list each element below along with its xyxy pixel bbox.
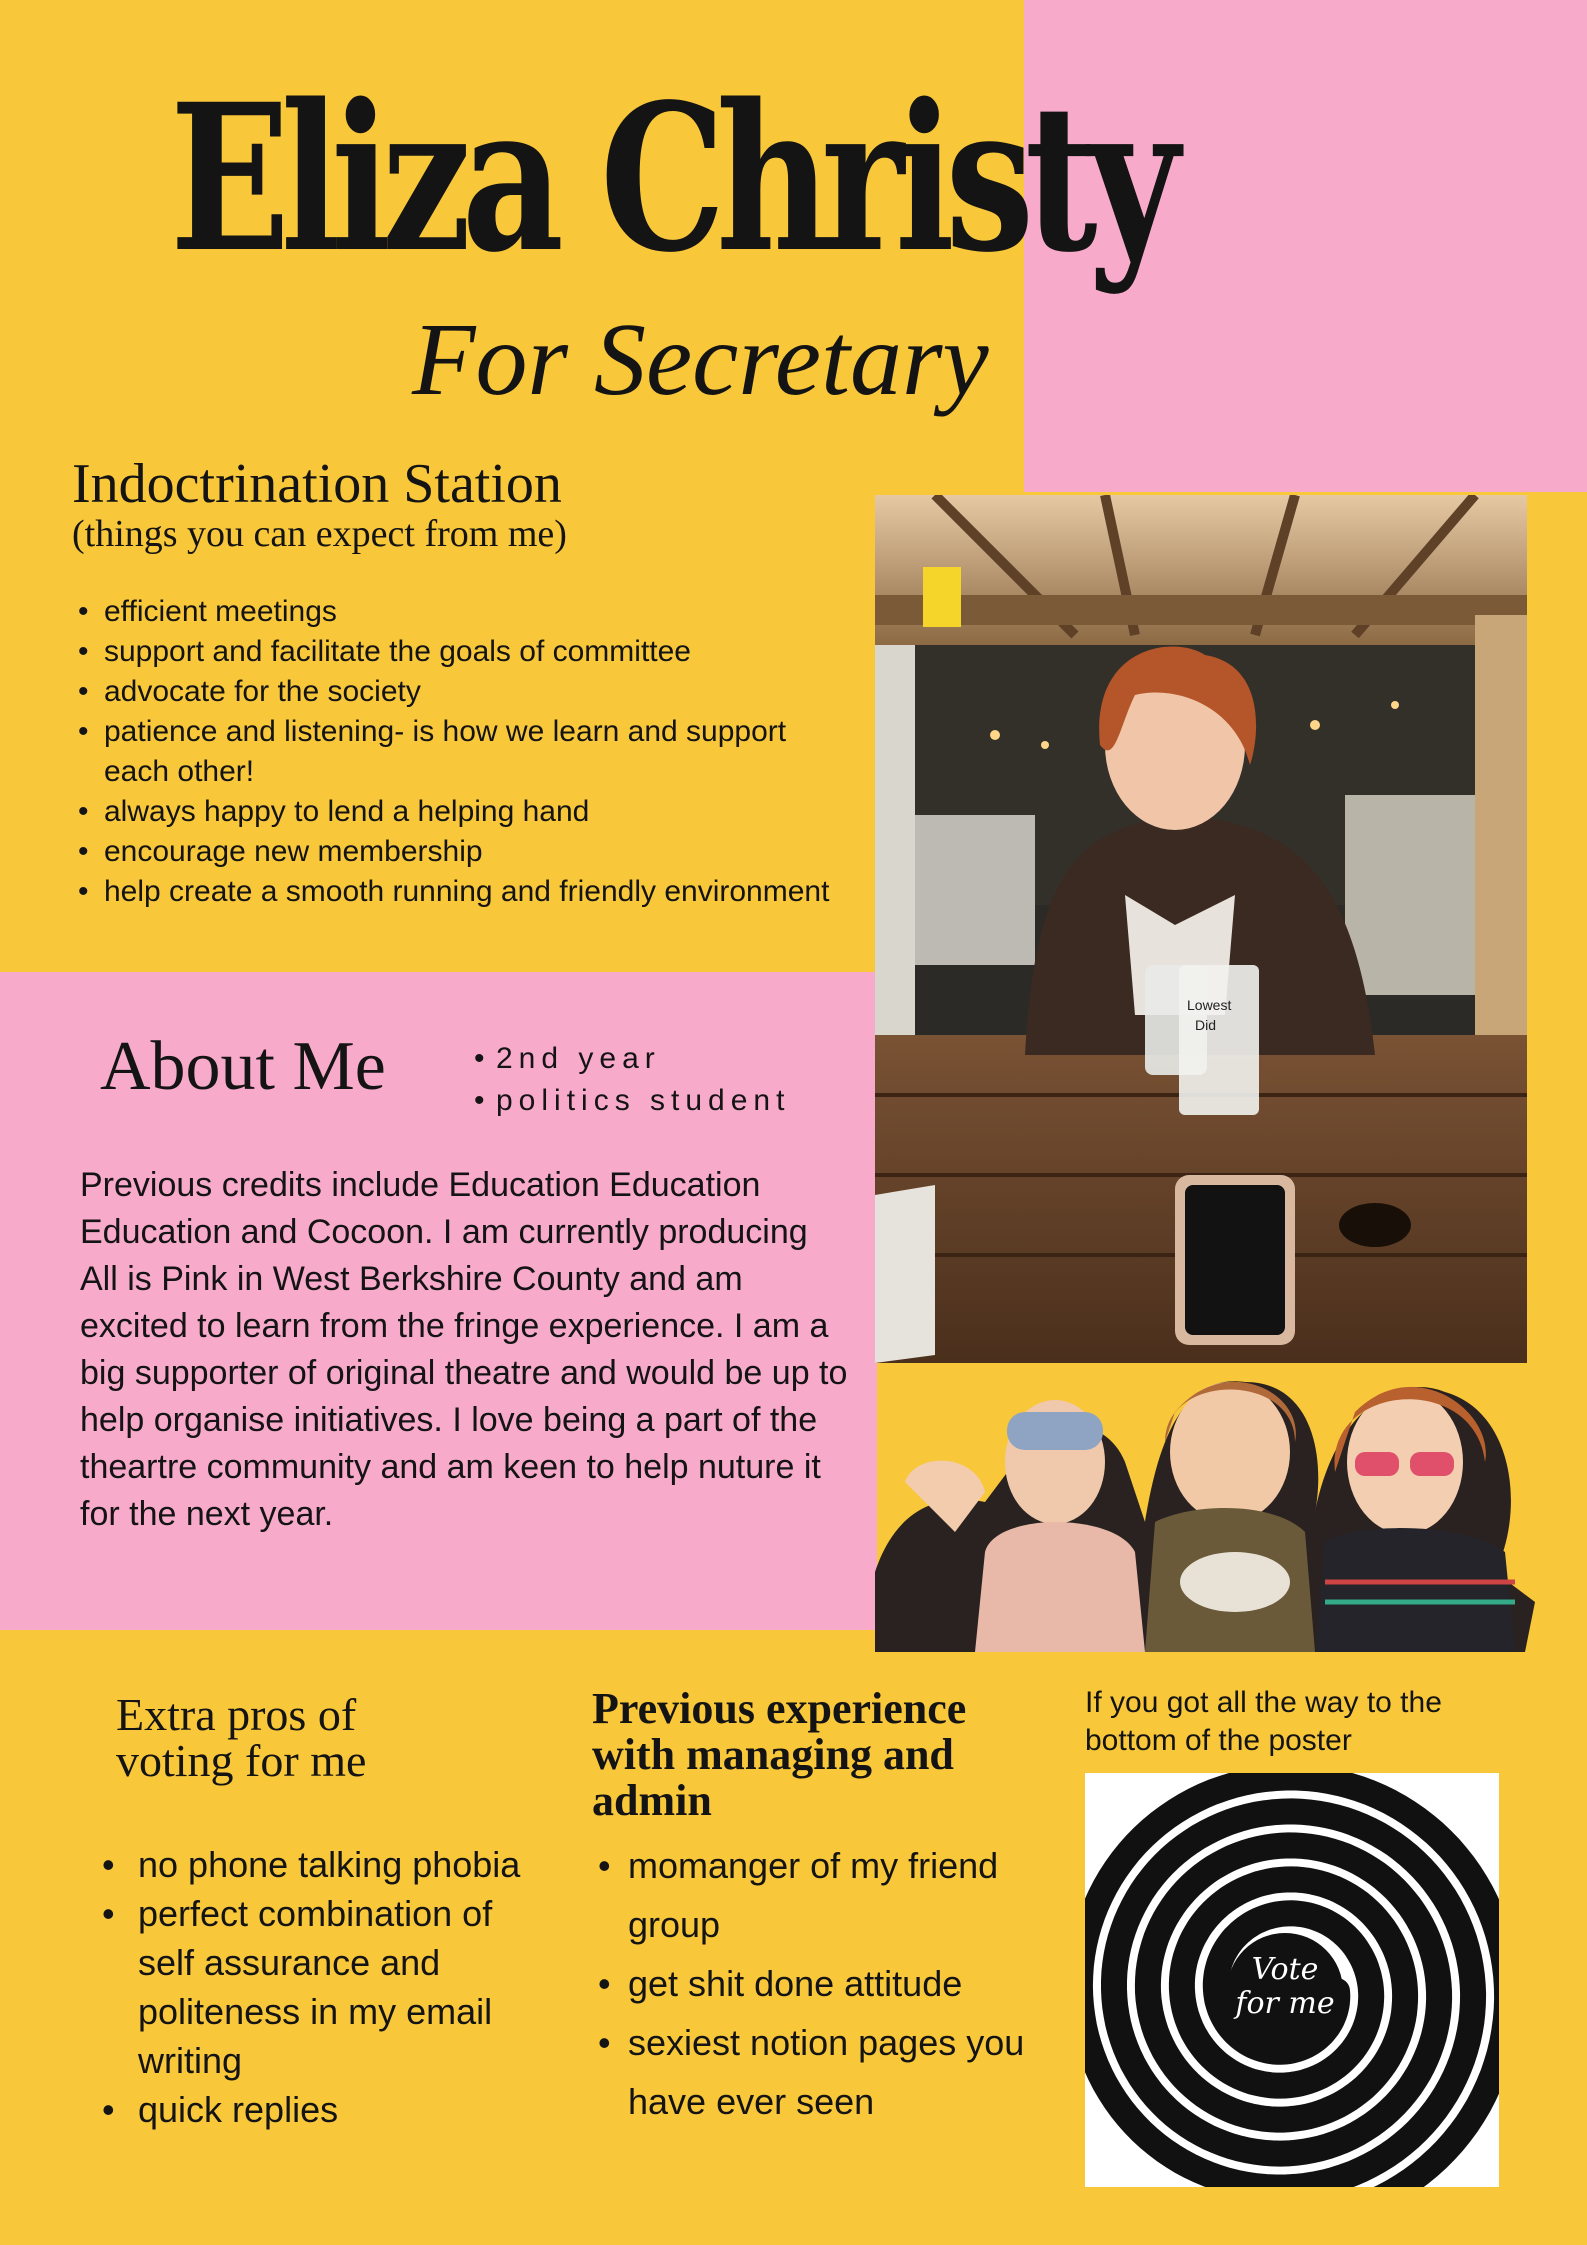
list-item: • sexiest notion pages you have ever seen — [594, 2013, 1044, 2131]
list-item: • advocate for the society — [74, 672, 834, 712]
indoctrination-list — [74, 592, 834, 912]
photo-candidate — [875, 495, 1527, 1363]
photo-candidate-illustration — [875, 495, 1527, 1363]
about-heading: About Me — [100, 1028, 386, 1105]
list-item: • help create a smooth running and friendly environment — [74, 872, 834, 912]
list-item: • support and facilitate the goals of committee — [74, 632, 834, 672]
list-item: • quick replies — [96, 2085, 556, 2134]
bottom-note: If you got all the way to the bottom of the poster — [1085, 1686, 1442, 1757]
spiral-icon — [1085, 1773, 1499, 2187]
extra-pros-heading: Extra pros of voting for me — [116, 1689, 367, 1786]
photo-friends — [875, 1352, 1540, 1652]
previous-experience-list — [594, 1836, 1044, 2131]
vote-badge-line1: Vote — [1251, 1952, 1319, 1987]
list-item: • encourage new membership — [74, 832, 834, 872]
cup-text-bottom: Did — [1195, 1017, 1217, 1033]
spiral-graphic — [1085, 1773, 1499, 2187]
previous-experience-heading: Previous experience with managing and admin — [592, 1684, 967, 1825]
list-item: • 2nd year — [470, 1038, 790, 1080]
poster-subtitle: For Secretary — [412, 302, 989, 417]
list-item: • politics student — [470, 1080, 790, 1122]
cup-text-top: Lowest — [1187, 997, 1232, 1013]
about-body: Previous credits include Education Education Education and Cocoon. I am currently producing All is Pink in West Berkshire County and am excited to learn from the fringe experience. I am a big supporter of original theatre and would be up to help organise initiatives. I love being a part of the theartre community and am keen to help nuture it for the next year. — [80, 1166, 848, 1533]
photo-friends-illustration — [875, 1352, 1540, 1652]
list-item: • no phone talking phobia — [96, 1840, 556, 1889]
poster-title: Eliza Christy — [170, 59, 1171, 297]
list-item: • efficient meetings — [74, 592, 834, 632]
list-item: • always happy to lend a helping hand — [74, 792, 834, 832]
list-item: • patience and listening- is how we learn and support each other! — [74, 712, 834, 792]
list-item: • get shit done attitude — [594, 1954, 1044, 2013]
extra-pros-list — [96, 1840, 556, 2134]
list-item: • perfect combination of self assurance and politeness in my email writing — [96, 1889, 556, 2085]
indoctrination-subheading: (things you can expect from me) — [72, 513, 567, 555]
list-item: • momanger of my friend group — [594, 1836, 1044, 1954]
about-facts-list — [470, 1038, 790, 1122]
vote-badge-line2: for me — [1235, 1986, 1335, 2021]
indoctrination-heading: Indoctrination Station — [72, 453, 562, 515]
